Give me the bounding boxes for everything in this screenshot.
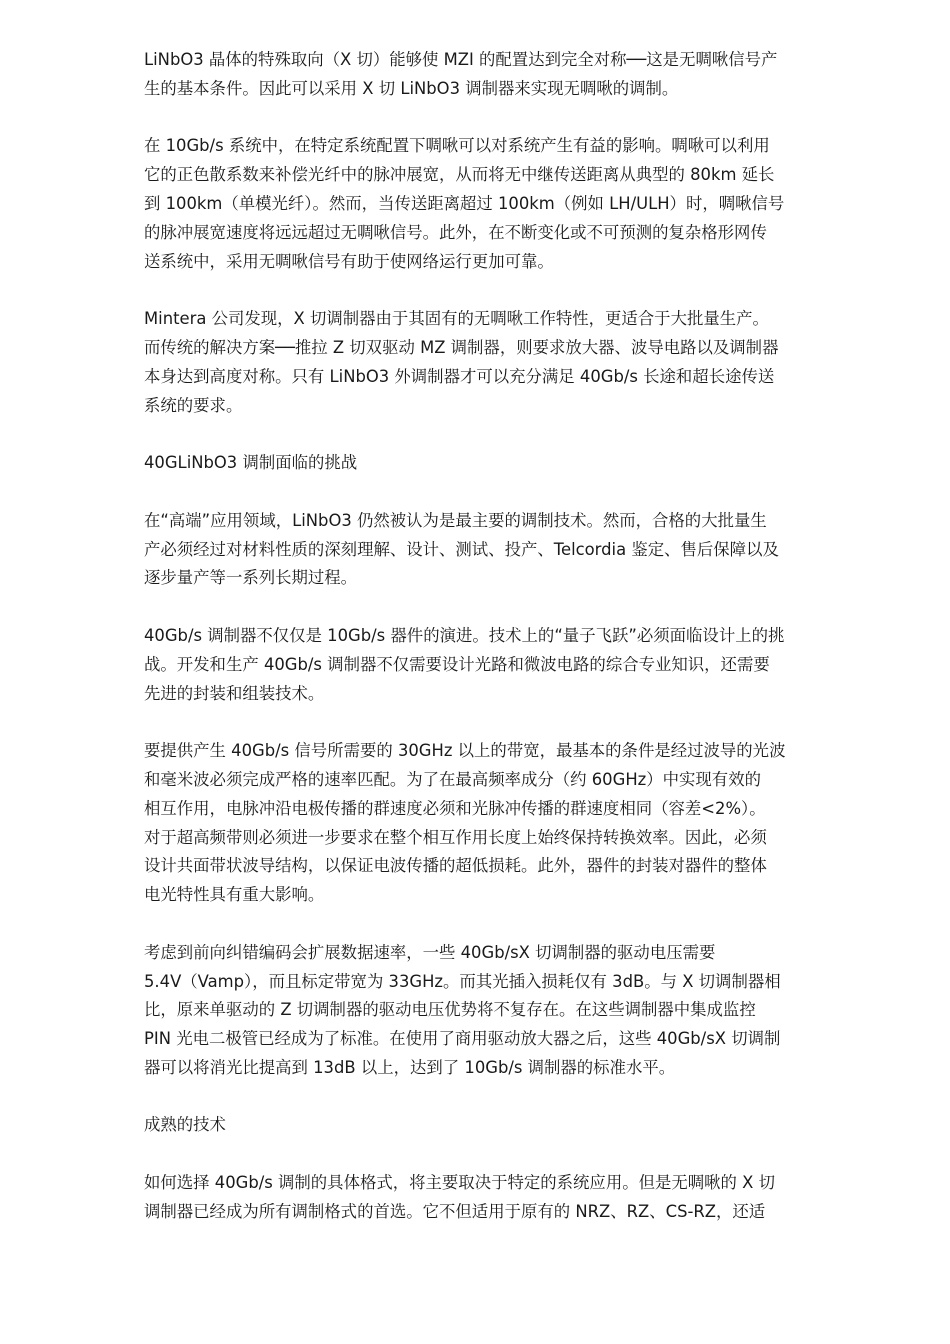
section-heading-challenges bbox=[144, 449, 877, 478]
text-line: 考虑到前向纠错编码会扩展数据速率，一些 40Gb/sX 切调制器的驱动电压需要 bbox=[144, 942, 716, 962]
text-line: 战。开发和生产 40Gb/s 调制器不仅需要设计光路和微波电路的综合专业知识，还需要 bbox=[144, 654, 770, 674]
text-line: 产必须经过对材料性质的深刻理解、设计、测试、投产、Telcordia 鉴定、售后保障以及 bbox=[144, 539, 779, 559]
text-line: 它的正色散系数来补偿光纤中的脉冲展宽，从而将无中继传送距离从典型的 80km 延长 bbox=[144, 165, 775, 185]
text-line: 逐步量产等一系列长期过程。 bbox=[144, 568, 358, 588]
text-line: 调制器已经成为所有调制格式的首选。它不但适用于原有的 NRZ、RZ、CS-RZ，还适 bbox=[144, 1201, 766, 1221]
paragraph-40g-evolution bbox=[144, 622, 877, 708]
text-line: 在“高端”应用领域，LiNbO3 仍然被认为是最主要的调制技术。然而，合格的大批量生 bbox=[144, 510, 767, 530]
text-line: 设计共面带状波导结构，以保证电波传播的超低损耗。此外，器件的封装对器件的整体 bbox=[144, 856, 767, 876]
text-line: 到 100km（单模光纤）。然而，当传送距离超过 100km（例如 LH/ULH）时，啁啾信号 bbox=[144, 193, 785, 213]
text-line: 器可以将消光比提高到 13dB 以上，达到了 10Gb/s 调制器的标准水平。 bbox=[144, 1057, 676, 1077]
text-line: LiNbO3 晶体的特殊取向（X 切）能够使 MZI 的配置达到完全对称──这是无啁啾信号产 bbox=[144, 50, 778, 69]
text-line: 的脉冲展宽速度将远远超过无啁啾信号。此外，在不断变化或不可预测的复杂格形网传 bbox=[144, 222, 767, 242]
heading-text: 40GLiNbO3 调制面临的挑战 bbox=[144, 453, 358, 473]
text-line: 5.4V（Vamp），而且标定带宽为 33GHz。而其光插入损耗仅有 3dB。与 X 切调制器相 bbox=[144, 971, 781, 991]
text-line: 送系统中，采用无啁啾信号有助于使网络运行更加可靠。 bbox=[144, 251, 554, 271]
text-line: 对于超高频带则必须进一步要求在整个相互作用长度上始终保持转换效率。因此，必须 bbox=[144, 827, 767, 847]
paragraph-bandwidth bbox=[144, 737, 877, 910]
text-line: 电光特性具有重大影响。 bbox=[144, 885, 325, 905]
text-line: PIN 光电二极管已经成为了标准。在使用了商用驱动放大器之后，这些 40Gb/sX 切调制 bbox=[144, 1029, 781, 1049]
paragraph-10g-chirp bbox=[144, 132, 877, 276]
text-line: 先进的封装和组装技术。 bbox=[144, 683, 325, 703]
text-line: 本身达到高度对称。只有 LiNbO3 外调制器才可以充分满足 40Gb/s 长途和超长途传送 bbox=[144, 366, 775, 386]
document-body bbox=[144, 46, 877, 1255]
text-line: 如何选择 40Gb/s 调制的具体格式，将主要取决于特定的系统应用。但是无啁啾的 X 切 bbox=[144, 1173, 775, 1193]
paragraph-mintera bbox=[144, 305, 877, 420]
section-heading-mature-tech bbox=[144, 1111, 877, 1140]
paragraph-high-end bbox=[144, 507, 877, 593]
paragraph-fec-drive-voltage bbox=[144, 939, 877, 1083]
text-line: 和毫米波必须完成严格的速率匹配。为了在最高频率成分（约 60GHz）中实现有效的 bbox=[144, 769, 761, 789]
text-line: 相互作用，电脉冲沿电极传播的群速度必须和光脉冲传播的群速度相同（容差<2%）。 bbox=[144, 798, 766, 818]
text-line: 40Gb/s 调制器不仅仅是 10Gb/s 器件的演进。技术上的“量子飞跃”必须面临设计上的挑 bbox=[144, 625, 785, 645]
text-line: 系统的要求。 bbox=[144, 395, 243, 415]
text-line: 要提供产生 40Gb/s 信号所需要的 30GHz 以上的带宽，最基本的条件是经过波导的光波 bbox=[144, 741, 786, 761]
text-line: 生的基本条件。因此可以采用 X 切 LiNbO3 调制器来实现无啁啾的调制。 bbox=[144, 78, 679, 98]
heading-text: 成熟的技术 bbox=[144, 1115, 226, 1135]
text-line: 在 10Gb/s 系统中，在特定系统配置下啁啾可以对系统产生有益的影响。啁啾可以利用 bbox=[144, 136, 770, 156]
text-line: 而传统的解决方案──推拉 Z 切双驱动 MZ 调制器，则要求放大器、波导电路以及调制器 bbox=[144, 337, 779, 357]
text-line: Mintera 公司发现，X 切调制器由于其固有的无啁啾工作特性，更适合于大批量生产。 bbox=[144, 309, 769, 329]
paragraph-x-cut-symmetry bbox=[144, 46, 877, 104]
paragraph-format-selection bbox=[144, 1169, 877, 1227]
text-line: 比，原来单驱动的 Z 切调制器的驱动电压优势将不复存在。在这些调制器中集成监控 bbox=[144, 1000, 756, 1020]
